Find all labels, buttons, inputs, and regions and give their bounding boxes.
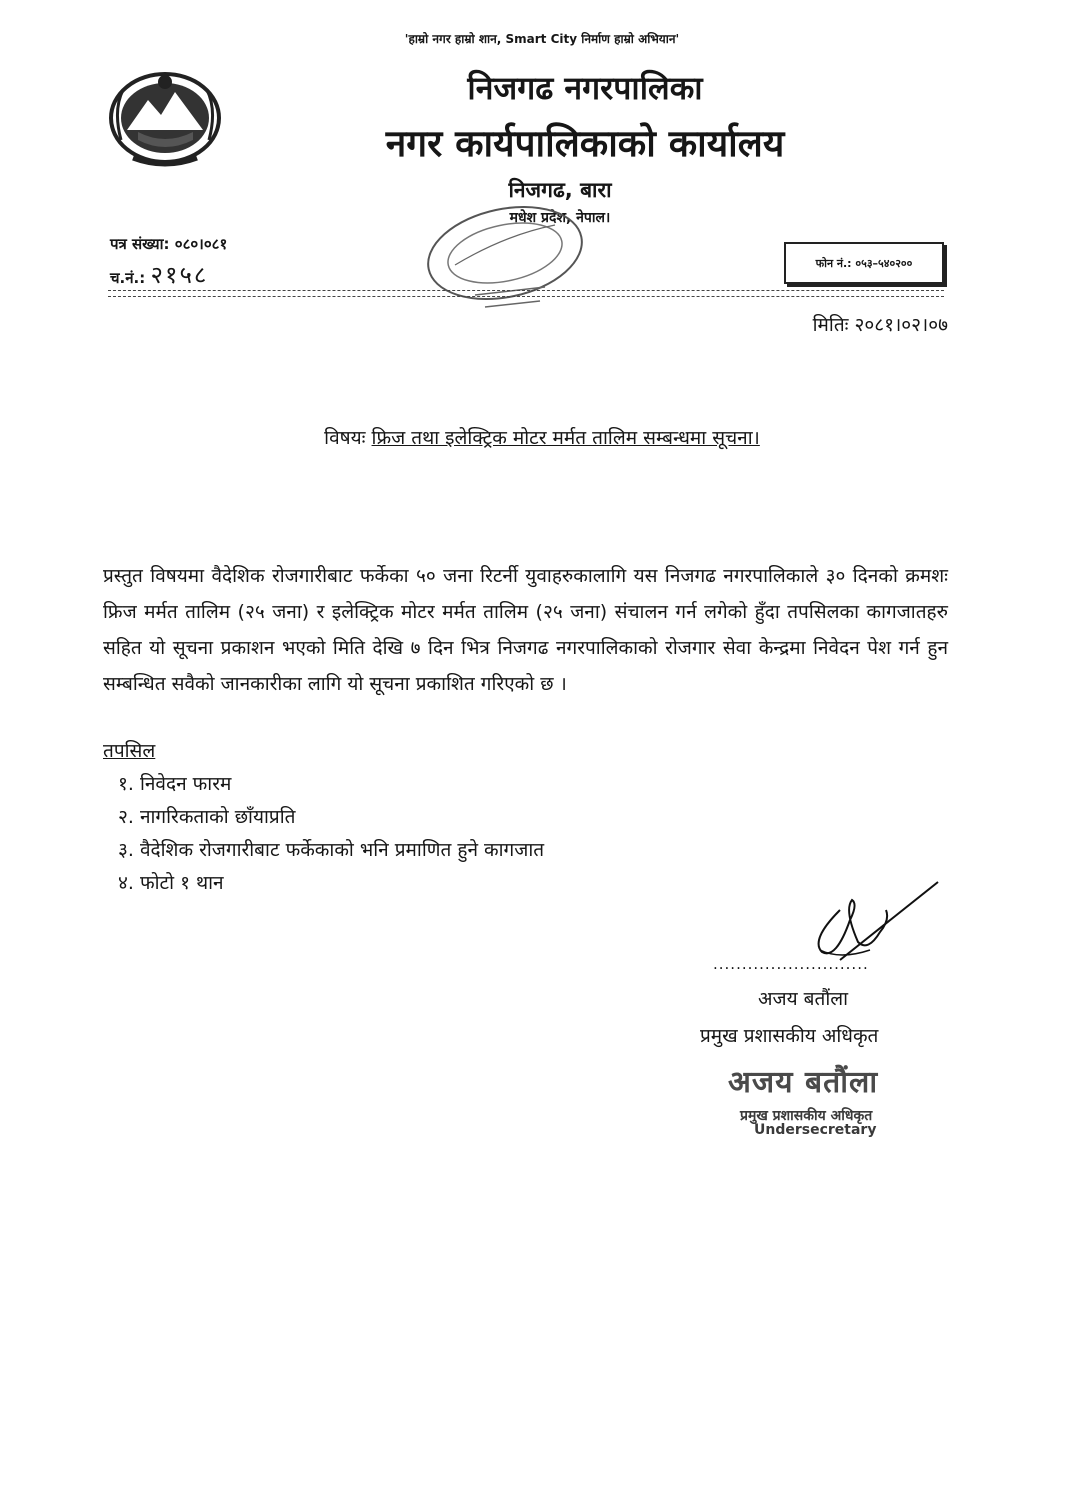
patra-sankhya [110, 234, 227, 254]
officer-stamp [728, 1052, 958, 1152]
list-item: ४. फोटो १ थान [118, 872, 224, 894]
signer-name: अजय बतौंला [758, 988, 849, 1010]
stamp-sub: Undersecretary [754, 1122, 877, 1138]
signature-dots: ........................... [713, 955, 869, 973]
chalani-value: २१५८ [150, 261, 209, 289]
list-item: १. निवेदन फारम [118, 773, 232, 795]
date-label: मितिः [812, 314, 849, 336]
subject-label: विषयः [324, 427, 366, 449]
office-seal-icon [415, 195, 595, 325]
body-paragraph: प्रस्तुत विषयमा वैदेशिक रोजगारीबाट फर्केका ५० जना रिटर्नी युवाहरुकालागि यस निजगढ नगरपालिकाले ३० दिनको क्रमशः फ्रिज मर्मत तालिम (२५ जना) र इलेक्ट्रिक मोटर मर्मत तालिम (२५ जना) संचालन गर्न लगेको हुँदा तपसिलका कागजातहरु सहित यो सूचना प्रकाशन भएको मिति देखि ७ दिन भित्र निजगढ नगरपालिकाको रोजगार सेवा केन्द्रमा निवेदन पेश गर्न हुन सम्बन्धित सवैको जानकारीका लागि यो सूचना प्रकाशित गरिएको छ । [103, 565, 948, 695]
list-item: २. नागरिकताको छाँयाप्रति [118, 806, 296, 828]
patra-value: ०८०।०८१ [174, 235, 228, 253]
patra-label: पत्र संख्या: [110, 235, 170, 253]
signer-title: प्रमुख प्रशासकीय अधिकृत [700, 1025, 879, 1047]
subject-line [0, 424, 1084, 450]
document-list [118, 768, 544, 900]
nepal-emblem-icon [103, 60, 228, 170]
phone-box: फोन नं.: ०५३–५४०२०० [784, 242, 944, 284]
slogan: 'हाम्रो नगर हाम्रो शान, Smart City निर्माण हाम्रो अभियान' [404, 32, 680, 46]
office-province: मधेश प्रदेश, नेपाल। [509, 210, 611, 226]
header-divider-bottom [108, 296, 944, 297]
chalani-number [110, 258, 208, 291]
org-name: निजगढ नगरपालिका [467, 69, 703, 107]
office-name: नगर कार्यपालिकाको कार्यालय [385, 122, 785, 165]
office-place: निजगढ, बारा [508, 178, 612, 202]
date-value: २०८१।०२।०७ [854, 314, 948, 336]
stamp-name: अजय बतौंला [728, 1065, 879, 1100]
header-divider-top [108, 290, 944, 291]
chalani-label: च.नं.: [110, 269, 146, 287]
list-item: ३. वैदेशिक रोजगारीबाट फर्केकाको भनि प्रमाणित हुने कागजात [118, 839, 545, 861]
letter-date [813, 311, 948, 337]
subject-text: फ्रिज तथा इलेक्ट्रिक मोटर मर्मत तालिम सम्बन्धमा सूचना। [371, 427, 760, 449]
list-heading: तपसिल [103, 740, 156, 762]
stamp-title: प्रमुख प्रशासकीय अधिकृत [740, 1108, 873, 1124]
